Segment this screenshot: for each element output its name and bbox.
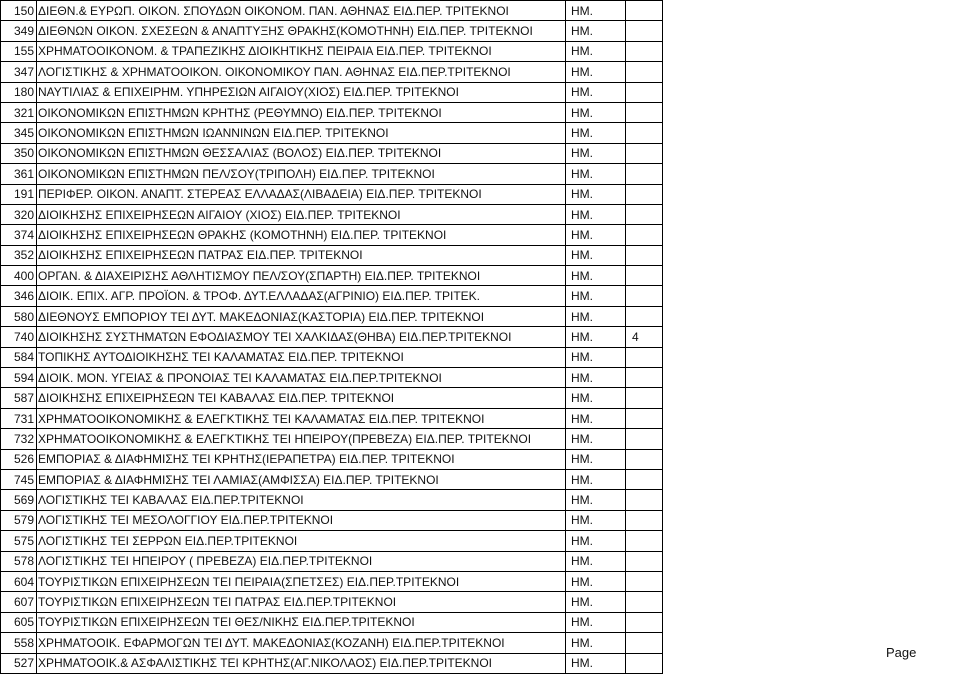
cell-extra	[626, 408, 663, 428]
cell-department-name: ΔΙΟΙΚ. ΕΠΙΧ. ΑΓΡ. ΠΡΟΪΟΝ. & ΤΡΟΦ. ΔΥΤ.ΕΛΛΑΔΑΣ(ΑΓΡΙΝΙΟ) ΕΙΔ.ΠΕΡ. ΤΡΙΤΕΚ.	[37, 286, 566, 306]
cell-code: 604	[1, 571, 37, 591]
cell-department-name: ΕΜΠΟΡΙΑΣ & ΔΙΑΦΗΜΙΣΗΣ ΤΕΙ ΛΑΜΙΑΣ(ΑΜΦΙΣΣΑ) ΕΙΔ.ΠΕΡ. ΤΡΙΤΕΚΝΟΙ	[37, 469, 566, 489]
cell-study-mode: ΗΜ.	[566, 62, 626, 82]
cell-code: 575	[1, 531, 37, 551]
cell-extra	[626, 388, 663, 408]
cell-code: 321	[1, 102, 37, 122]
cell-study-mode: ΗΜ.	[566, 510, 626, 530]
cell-study-mode: ΗΜ.	[566, 306, 626, 326]
cell-code: 607	[1, 592, 37, 612]
cell-extra	[626, 266, 663, 286]
table-row	[1, 266, 663, 286]
cell-extra	[626, 653, 663, 673]
cell-study-mode: ΗΜ.	[566, 164, 626, 184]
table-row	[1, 531, 663, 551]
cell-department-name: ΟΙΚΟΝΟΜΙΚΩΝ ΕΠΙΣΤΗΜΩΝ ΙΩΑΝΝΙΝΩΝ ΕΙΔ.ΠΕΡ. ΤΡΙΤΕΚΝΟΙ	[37, 123, 566, 143]
cell-study-mode: ΗΜ.	[566, 225, 626, 245]
cell-department-name: ΠΕΡΙΦΕΡ. ΟΙΚΟΝ. ΑΝΑΠΤ. ΣΤΕΡΕΑΣ ΕΛΛΑΔΑΣ(ΛΙΒΑΔΕΙΑ) ΕΙΔ.ΠΕΡ. ΤΡΙΤΕΚΝΟΙ	[37, 184, 566, 204]
cell-department-name: ΔΙΟΙΚΗΣΗΣ ΣΥΣΤΗΜΑΤΩΝ ΕΦΟΔΙΑΣΜΟΥ ΤΕΙ ΧΑΛΚΙΔΑΣ(ΘΗΒΑ) ΕΙΔ.ΠΕΡ.ΤΡΙΤΕΚΝΟΙ	[37, 327, 566, 347]
cell-study-mode: ΗΜ.	[566, 408, 626, 428]
cell-code: 346	[1, 286, 37, 306]
cell-study-mode: ΗΜ.	[566, 245, 626, 265]
cell-extra	[626, 184, 663, 204]
cell-department-name: ΕΜΠΟΡΙΑΣ & ΔΙΑΦΗΜΙΣΗΣ ΤΕΙ ΚΡΗΤΗΣ(ΙΕΡΑΠΕΤΡΑ) ΕΙΔ.ΠΕΡ. ΤΡΙΤΕΚΝΟΙ	[37, 449, 566, 469]
cell-extra	[626, 510, 663, 530]
cell-extra	[626, 164, 663, 184]
cell-study-mode: ΗΜ.	[566, 551, 626, 571]
cell-extra	[626, 449, 663, 469]
cell-study-mode: ΗΜ.	[566, 327, 626, 347]
cell-extra	[626, 531, 663, 551]
cell-study-mode: ΗΜ.	[566, 123, 626, 143]
cell-study-mode: ΗΜ.	[566, 653, 626, 673]
cell-extra	[626, 62, 663, 82]
cell-department-name: ΧΡΗΜΑΤΟΟΙΚ. ΕΦΑΡΜΟΓΩΝ ΤΕΙ ΔΥΤ. ΜΑΚΕΔΟΝΙΑΣ(ΚΟΖΑΝΗ) ΕΙΔ.ΠΕΡ.ΤΡΙΤΕΚΝΟΙ	[37, 633, 566, 653]
cell-extra: 4	[626, 327, 663, 347]
cell-code: 578	[1, 551, 37, 571]
cell-extra	[626, 306, 663, 326]
cell-code: 732	[1, 429, 37, 449]
cell-study-mode: ΗΜ.	[566, 102, 626, 122]
table-row	[1, 225, 663, 245]
cell-department-name: ΔΙΕΘΝΩΝ ΟΙΚΟΝ. ΣΧΕΣΕΩΝ & ΑΝΑΠΤΥΞΗΣ ΘΡΑΚΗΣ(ΚΟΜΟΤΗΝΗ) ΕΙΔ.ΠΕΡ. ΤΡΙΤΕΚΝΟΙ	[37, 21, 566, 41]
table-row	[1, 408, 663, 428]
cell-code: 347	[1, 62, 37, 82]
cell-department-name: ΟΙΚΟΝΟΜΙΚΩΝ ΕΠΙΣΤΗΜΩΝ ΘΕΣΣΑΛΙΑΣ (ΒΟΛΟΣ) ΕΙΔ.ΠΕΡ. ΤΡΙΤΕΚΝΟΙ	[37, 143, 566, 163]
cell-extra	[626, 571, 663, 591]
cell-code: 579	[1, 510, 37, 530]
cell-department-name: ΔΙΕΘΝΟΥΣ ΕΜΠΟΡΙΟΥ ΤΕΙ ΔΥΤ. ΜΑΚΕΔΟΝΙΑΣ(ΚΑΣΤΟΡΙΑ) ΕΙΔ.ΠΕΡ. ΤΡΙΤΕΚΝΟΙ	[37, 306, 566, 326]
cell-code: 350	[1, 143, 37, 163]
cell-department-name: ΛΟΓΙΣΤΙΚΗΣ ΤΕΙ ΣΕΡΡΩΝ ΕΙΔ.ΠΕΡ.ΤΡΙΤΕΚΝΟΙ	[37, 531, 566, 551]
table-row	[1, 368, 663, 388]
cell-code: 191	[1, 184, 37, 204]
cell-study-mode: ΗΜ.	[566, 347, 626, 367]
cell-code: 580	[1, 306, 37, 326]
cell-study-mode: ΗΜ.	[566, 592, 626, 612]
table-row	[1, 510, 663, 530]
cell-extra	[626, 225, 663, 245]
cell-extra	[626, 286, 663, 306]
table-row	[1, 62, 663, 82]
cell-department-name: ΔΙΟΙΚΗΣΗΣ ΕΠΙΧΕΙΡΗΣΕΩΝ ΠΑΤΡΑΣ ΕΙΔ.ΠΕΡ. ΤΡΙΤΕΚΝΟΙ	[37, 245, 566, 265]
table-row	[1, 184, 663, 204]
cell-extra	[626, 204, 663, 224]
cell-code: 584	[1, 347, 37, 367]
cell-department-name: ΧΡΗΜΑΤΟΟΙΚΟΝΟΜ. & ΤΡΑΠΕΖΙΚΗΣ ΔΙΟΙΚΗΤΙΚΗΣ ΠΕΙΡΑΙΑ ΕΙΔ.ΠΕΡ. ΤΡΙΤΕΚΝΟΙ	[37, 41, 566, 61]
cell-code: 320	[1, 204, 37, 224]
cell-study-mode: ΗΜ.	[566, 204, 626, 224]
cell-study-mode: ΗΜ.	[566, 388, 626, 408]
table-row	[1, 388, 663, 408]
table-row	[1, 327, 663, 347]
cell-department-name: ΔΙΟΙΚΗΣΗΣ ΕΠΙΧΕΙΡΗΣΕΩΝ ΑΙΓΑΙΟΥ (ΧΙΟΣ) ΕΙΔ.ΠΕΡ. ΤΡΙΤΕΚΝΟΙ	[37, 204, 566, 224]
cell-code: 352	[1, 245, 37, 265]
table-row	[1, 490, 663, 510]
cell-code: 527	[1, 653, 37, 673]
table-row	[1, 102, 663, 122]
cell-study-mode: ΗΜ.	[566, 1, 626, 21]
table-row	[1, 449, 663, 469]
cell-study-mode: ΗΜ.	[566, 82, 626, 102]
table-row	[1, 633, 663, 653]
cell-study-mode: ΗΜ.	[566, 143, 626, 163]
cell-study-mode: ΗΜ.	[566, 41, 626, 61]
table-row	[1, 143, 663, 163]
table-row	[1, 347, 663, 367]
cell-code: 345	[1, 123, 37, 143]
table-row	[1, 1, 663, 21]
table-row	[1, 306, 663, 326]
cell-study-mode: ΗΜ.	[566, 531, 626, 551]
cell-department-name: ΔΙΟΙΚΗΣΗΣ ΕΠΙΧΕΙΡΗΣΕΩΝ ΤΕΙ ΚΑΒΑΛΑΣ ΕΙΔ.ΠΕΡ. ΤΡΙΤΕΚΝΟΙ	[37, 388, 566, 408]
cell-code: 361	[1, 164, 37, 184]
table-row	[1, 469, 663, 489]
cell-extra	[626, 592, 663, 612]
table-row	[1, 592, 663, 612]
cell-code: 731	[1, 408, 37, 428]
cell-department-name: ΟΡΓΑΝ. & ΔΙΑΧΕΙΡΙΣΗΣ ΑΘΛΗΤΙΣΜΟΥ ΠΕΛ/ΣΟΥ(ΣΠΑΡΤΗ) ΕΙΔ.ΠΕΡ. ΤΡΙΤΕΚΝΟΙ	[37, 266, 566, 286]
cell-department-name: ΛΟΓΙΣΤΙΚΗΣ & ΧΡΗΜΑΤΟΟΙΚΟΝ. ΟΙΚΟΝΟΜΙΚΟΥ ΠΑΝ. ΑΘΗΝΑΣ ΕΙΔ.ΠΕΡ.ΤΡΙΤΕΚΝΟΙ	[37, 62, 566, 82]
table-row	[1, 164, 663, 184]
cell-department-name: ΤΟΠΙΚΗΣ ΑΥΤΟΔΙΟΙΚΗΣΗΣ ΤΕΙ ΚΑΛΑΜΑΤΑΣ ΕΙΔ.ΠΕΡ. ΤΡΙΤΕΚΝΟΙ	[37, 347, 566, 367]
cell-study-mode: ΗΜ.	[566, 469, 626, 489]
table-row	[1, 123, 663, 143]
cell-extra	[626, 143, 663, 163]
cell-code: 740	[1, 327, 37, 347]
cell-code: 349	[1, 21, 37, 41]
cell-department-name: ΔΙΟΙΚ. ΜΟΝ. ΥΓΕΙΑΣ & ΠΡΟΝΟΙΑΣ ΤΕΙ ΚΑΛΑΜΑΤΑΣ ΕΙΔ.ΠΕΡ.ΤΡΙΤΕΚΝΟΙ	[37, 368, 566, 388]
cell-code: 374	[1, 225, 37, 245]
cell-department-name: ΤΟΥΡΙΣΤΙΚΩΝ ΕΠΙΧΕΙΡΗΣΕΩΝ ΤΕΙ ΠΑΤΡΑΣ ΕΙΔ.ΠΕΡ.ΤΡΙΤΕΚΝΟΙ	[37, 592, 566, 612]
cell-study-mode: ΗΜ.	[566, 184, 626, 204]
cell-code: 594	[1, 368, 37, 388]
cell-extra	[626, 102, 663, 122]
cell-department-name: ΛΟΓΙΣΤΙΚΗΣ ΤΕΙ ΚΑΒΑΛΑΣ ΕΙΔ.ΠΕΡ.ΤΡΙΤΕΚΝΟΙ	[37, 490, 566, 510]
cell-code: 526	[1, 449, 37, 469]
table-row	[1, 204, 663, 224]
cell-extra	[626, 368, 663, 388]
cell-study-mode: ΗΜ.	[566, 449, 626, 469]
cell-department-name: ΝΑΥΤΙΛΙΑΣ & ΕΠΙΧΕΙΡΗΜ. ΥΠΗΡΕΣΙΩΝ ΑΙΓΑΙΟΥ(ΧΙΟΣ) ΕΙΔ.ΠΕΡ. ΤΡΙΤΕΚΝΟΙ	[37, 82, 566, 102]
cell-department-name: ΟΙΚΟΝΟΜΙΚΩΝ ΕΠΙΣΤΗΜΩΝ ΚΡΗΤΗΣ (ΡΕΘΥΜΝΟ) ΕΙΔ.ΠΕΡ. ΤΡΙΤΕΚΝΟΙ	[37, 102, 566, 122]
cell-extra	[626, 245, 663, 265]
cell-code: 558	[1, 633, 37, 653]
table-row	[1, 286, 663, 306]
table-row	[1, 653, 663, 673]
table-row	[1, 612, 663, 632]
cell-code: 587	[1, 388, 37, 408]
cell-department-name: ΛΟΓΙΣΤΙΚΗΣ ΤΕΙ ΜΕΣΟΛΟΓΓΙΟΥ ΕΙΔ.ΠΕΡ.ΤΡΙΤΕΚΝΟΙ	[37, 510, 566, 530]
cell-extra	[626, 21, 663, 41]
cell-extra	[626, 429, 663, 449]
cell-study-mode: ΗΜ.	[566, 368, 626, 388]
cell-department-name: ΔΙΕΘΝ.& ΕΥΡΩΠ. ΟΙΚΟΝ. ΣΠΟΥΔΩΝ ΟΙΚΟΝΟΜ. ΠΑΝ. ΑΘΗΝΑΣ ΕΙΔ.ΠΕΡ. ΤΡΙΤΕΚΝΟΙ	[37, 1, 566, 21]
table-row	[1, 551, 663, 571]
cell-extra	[626, 490, 663, 510]
cell-extra	[626, 347, 663, 367]
cell-department-name: ΟΙΚΟΝΟΜΙΚΩΝ ΕΠΙΣΤΗΜΩΝ ΠΕΛ/ΣΟΥ(ΤΡΙΠΟΛΗ) ΕΙΔ.ΠΕΡ. ΤΡΙΤΕΚΝΟΙ	[37, 164, 566, 184]
cell-extra	[626, 82, 663, 102]
page-footer-label: Page	[886, 645, 917, 660]
cell-department-name: ΤΟΥΡΙΣΤΙΚΩΝ ΕΠΙΧΕΙΡΗΣΕΩΝ ΤΕΙ ΠΕΙΡΑΙΑ(ΣΠΕΤΣΕΣ) ΕΙΔ.ΠΕΡ.ΤΡΙΤΕΚΝΟΙ	[37, 571, 566, 591]
cell-study-mode: ΗΜ.	[566, 490, 626, 510]
cell-study-mode: ΗΜ.	[566, 429, 626, 449]
cell-extra	[626, 123, 663, 143]
table-body	[1, 1, 663, 674]
cell-code: 150	[1, 1, 37, 21]
table-row	[1, 429, 663, 449]
cell-study-mode: ΗΜ.	[566, 21, 626, 41]
cell-department-name: ΛΟΓΙΣΤΙΚΗΣ ΤΕΙ ΗΠΕΙΡΟΥ ( ΠΡΕΒΕΖΑ) ΕΙΔ.ΠΕΡ.ΤΡΙΤΕΚΝΟΙ	[37, 551, 566, 571]
cell-study-mode: ΗΜ.	[566, 266, 626, 286]
cell-code: 569	[1, 490, 37, 510]
cell-code: 605	[1, 612, 37, 632]
cell-department-name: ΔΙΟΙΚΗΣΗΣ ΕΠΙΧΕΙΡΗΣΕΩΝ ΘΡΑΚΗΣ (ΚΟΜΟΤΗΝΗ) ΕΙΔ.ΠΕΡ. ΤΡΙΤΕΚΝΟΙ	[37, 225, 566, 245]
cell-department-name: ΧΡΗΜΑΤΟΟΙΚΟΝΟΜΙΚΗΣ & ΕΛΕΓΚΤΙΚΗΣ ΤΕΙ ΚΑΛΑΜΑΤΑΣ ΕΙΔ.ΠΕΡ. ΤΡΙΤΕΚΝΟΙ	[37, 408, 566, 428]
cell-study-mode: ΗΜ.	[566, 286, 626, 306]
table-row	[1, 82, 663, 102]
cell-department-name: ΤΟΥΡΙΣΤΙΚΩΝ ΕΠΙΧΕΙΡΗΣΕΩΝ ΤΕΙ ΘΕΣ/ΝΙΚΗΣ ΕΙΔ.ΠΕΡ.ΤΡΙΤΕΚΝΟΙ	[37, 612, 566, 632]
cell-extra	[626, 469, 663, 489]
cell-study-mode: ΗΜ.	[566, 612, 626, 632]
cell-extra	[626, 41, 663, 61]
cell-department-name: ΧΡΗΜΑΤΟΟΙΚΟΝΟΜΙΚΗΣ & ΕΛΕΓΚΤΙΚΗΣ ΤΕΙ ΗΠΕΙΡΟΥ(ΠΡΕΒΕΖΑ) ΕΙΔ.ΠΕΡ. ΤΡΙΤΕΚΝΟΙ	[37, 429, 566, 449]
table-row	[1, 245, 663, 265]
cell-code: 180	[1, 82, 37, 102]
cell-code: 745	[1, 469, 37, 489]
cell-extra	[626, 633, 663, 653]
cell-study-mode: ΗΜ.	[566, 633, 626, 653]
cell-department-name: ΧΡΗΜΑΤΟΟΙΚ.& ΑΣΦΑΛΙΣΤΙΚΗΣ ΤΕΙ ΚΡΗΤΗΣ(ΑΓ.ΝΙΚΟΛΑΟΣ) ΕΙΔ.ΠΕΡ.ΤΡΙΤΕΚΝΟΙ	[37, 653, 566, 673]
cell-code: 400	[1, 266, 37, 286]
cell-extra	[626, 551, 663, 571]
cell-code: 155	[1, 41, 37, 61]
table-row	[1, 41, 663, 61]
cell-extra	[626, 612, 663, 632]
cell-extra	[626, 1, 663, 21]
table-row	[1, 21, 663, 41]
table-row	[1, 571, 663, 591]
cell-study-mode: ΗΜ.	[566, 571, 626, 591]
